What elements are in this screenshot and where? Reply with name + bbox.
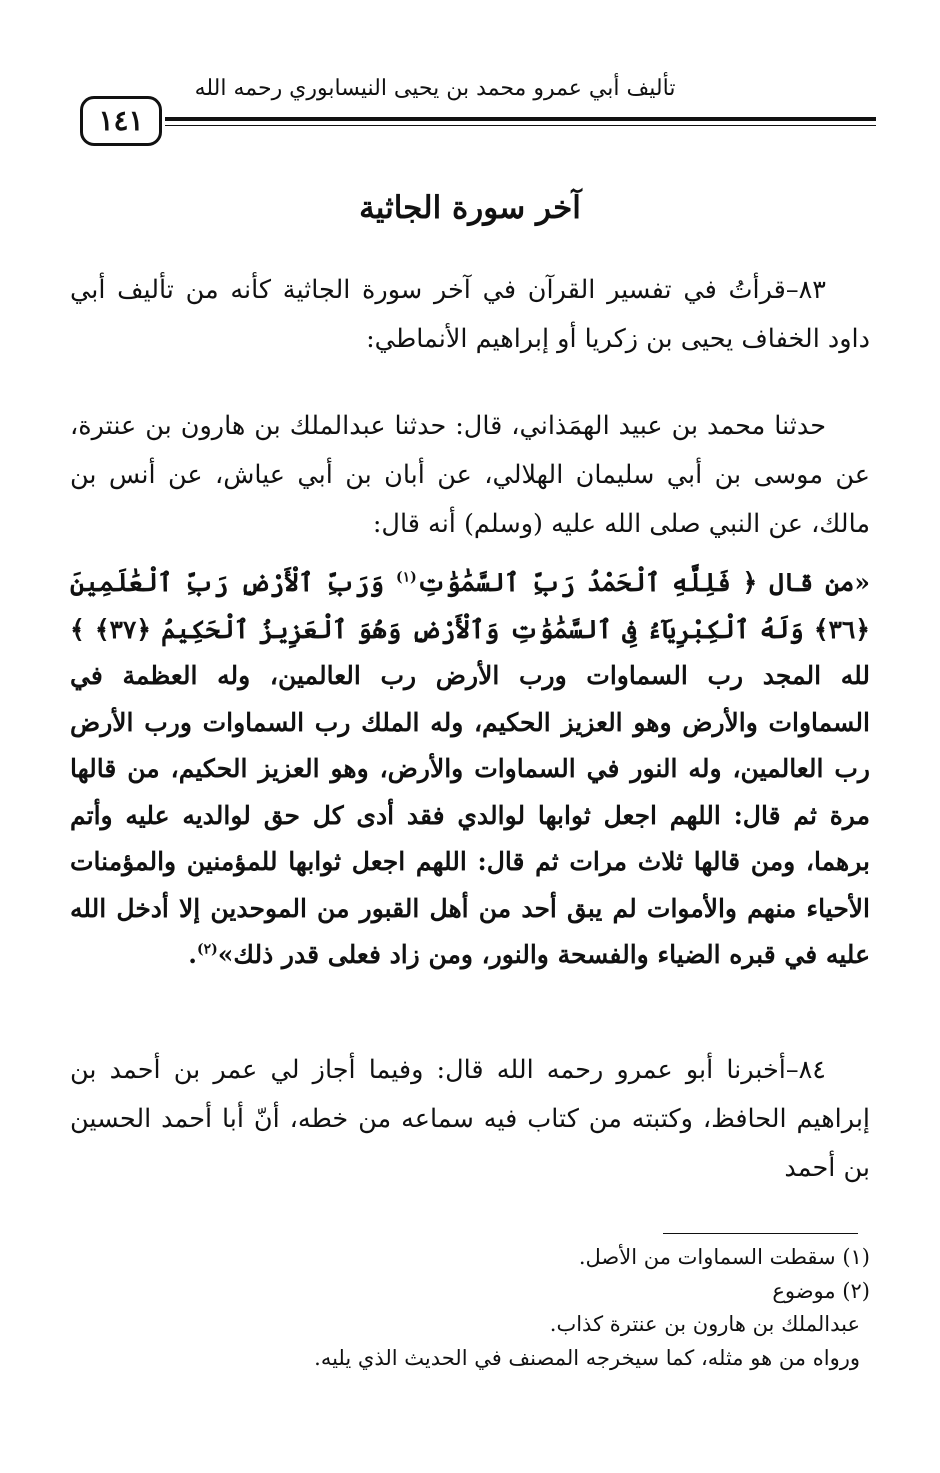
paragraph-83-intro	[70, 266, 870, 364]
hadith-text-body: وَرَبِّ ٱلْأَرْضِ رَبِّ ٱلْعَٰلَمِينَ ﴿٣٦﴾ وَلَهُ ٱلْكِبْرِيَآءُ فِى ٱلسَّمَٰوَٰتِ وَٱلْأَرْضِ وَهُوَ ٱلْعَزِيزُ ٱلْحَكِيمُ ﴿٣٧﴾ ﴾ لله المجد رب السماوات ورب الأرض رب العالمين، وله العظمة في السماوات والأرض وهو العزيز الحكيم، وله الملك رب السماوات ورب الأرض رب العالمين، وله النور في السماوات والأرض، وهو العزيز الحكيم، من قالها مرة ثم قال: اللهم اجعل ثوابها لوالدي فقد أدى كل حق لوالديه عليه وأتم برهما، ومن قالها ثلاث مرات ثم قال: اللهم اجعل ثوابها للمؤمنين والمؤمنات الأحياء منهم والأموات لم يبق أحد من أهل القبور من الموحدين إلا أدخل الله عليه في قبره الضياء والفسحة والنور، ومن زاد فعلى قدر ذلك»	[70, 568, 870, 969]
paragraph-hadith-text	[70, 560, 870, 979]
footnote-ref-2[interactable]: (٢)	[196, 941, 218, 958]
page-number: ١٤١	[98, 104, 144, 137]
header-rule-thick	[165, 117, 876, 121]
running-header-title: تأليف أبي عمرو محمد بن يحيى النيسابوري رحمه الله	[194, 76, 676, 101]
paragraph-text: ٨٣–قرأتُ في تفسير القرآن في آخر سورة الجاثية كأنه من تأليف أبي داود الخفاف يحيى بن زكريا أو إبراهيم الأنماطي:	[70, 275, 870, 354]
paragraph-84-intro	[70, 1046, 870, 1193]
paragraph-text: حدثنا محمد بن عبيد الهمَذاني، قال: حدثنا عبدالملك بن هارون بن عنترة، عن موسى بن أبي سليمان الهلالي، عن أبان بن أبي عياش، عن أنس بن مالك، عن النبي صلى الله عليه (وسلم) أنه قال:	[70, 411, 870, 539]
hadith-text-end: .	[188, 940, 197, 969]
footnote-2-line-2: عبدالملك بن هارون بن عنترة كذاب.	[549, 1312, 860, 1336]
footnote-separator	[663, 1233, 858, 1234]
paragraph-text: ٨٤–أخبرنا أبو عمرو رحمه الله قال: وفيما أجاز لي عمر بن أحمد بن إبراهيم الحافظ، وكتبته من كتاب فيه سماعه من خطه، أنّ أبا أحمد الحسين بن أحمد	[70, 1055, 870, 1183]
footnote-2-line-3: ورواه من هو مثله، كما سيخرجه المصنف في الحديث الذي يليه.	[314, 1345, 860, 1370]
section-title: آخر سورة الجاثية	[359, 190, 581, 226]
footnote-1: (١) سقطت السماوات من الأصل.	[578, 1245, 870, 1269]
footnote-2: (٢) موضوع	[772, 1278, 870, 1303]
hadith-text-start: «من قال ﴿ فَلِلَّهِ ٱلْحَمْدُ رَبِّ ٱلسَّمَٰوَٰتِ	[416, 568, 871, 597]
paragraph-isnad	[70, 402, 870, 549]
header-rule-thin	[165, 125, 876, 126]
page-number-box	[80, 96, 162, 146]
footnote-ref-1[interactable]: (١)	[395, 569, 417, 586]
footnotes	[200, 1241, 870, 1375]
